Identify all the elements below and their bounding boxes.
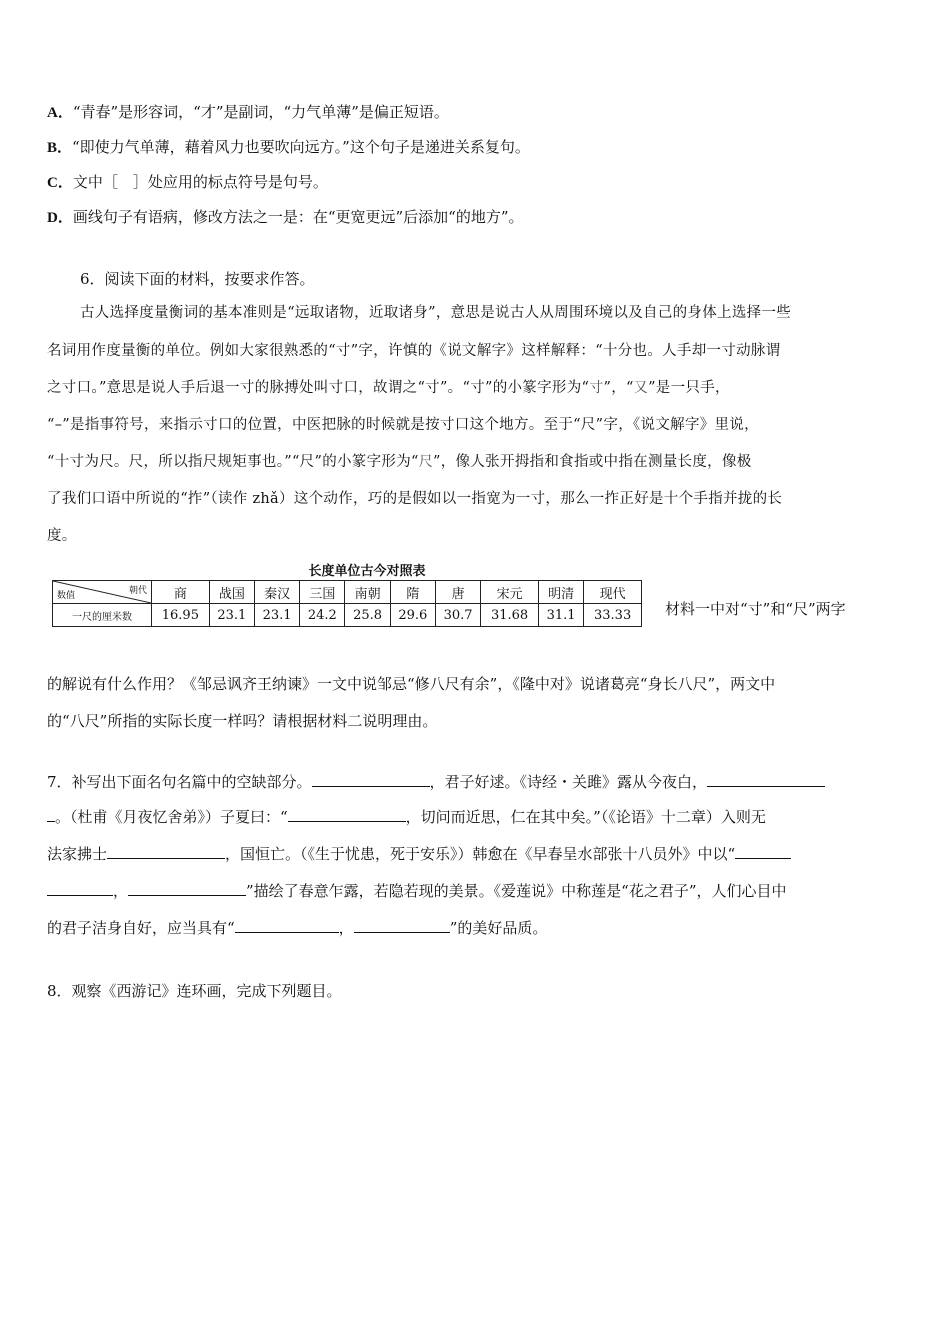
dynasty-cell: 南朝: [345, 581, 390, 604]
table-title: 长度单位古今对照表: [308, 564, 426, 579]
q6-text: ”，像人张开拇指和食指或中指在测量长度，像极: [433, 454, 752, 470]
answer-blank[interactable]: [312, 772, 430, 787]
dynasty-cell: 现代: [584, 581, 642, 604]
q7-line: [47, 843, 791, 865]
option-a: [47, 101, 449, 124]
answer-blank[interactable]: [707, 772, 825, 787]
q8-title: 8．观察《西游记》连环画，完成下列题目。: [47, 982, 342, 1000]
answer-blank[interactable]: [354, 918, 450, 933]
dynasty-cell: 战国: [209, 581, 254, 604]
q7-text: 。（杜甫《月夜忆舍弟》）子夏曰：“: [55, 808, 288, 826]
q6-after-line: 的“八尺”所指的实际长度一样吗？请根据材料二说明理由。: [47, 712, 438, 730]
value-cell: 25.8: [345, 604, 390, 627]
q6-line: 了我们口语中所说的“拃”（读作 zhǎ）这个动作，巧的是假如以一指宽为一寸，那么一拃正好是十个手指并拢的长: [47, 491, 783, 507]
q6-line: 古人选择度量衡词的基本准则是“远取诸物，近取诸身”，意思是说古人从周围环境以及自己的身体上选择一些: [80, 305, 792, 321]
corner-top-label: 朝代: [128, 586, 147, 596]
value-cell: 16.95: [152, 604, 210, 627]
q7-text: ”描绘了春意乍露，若隐若现的美景。《爱莲说》中称莲是“花之君子”，人们心目中: [246, 882, 787, 900]
value-cell: 29.6: [390, 604, 435, 627]
option-letter: D．: [47, 210, 73, 226]
seal-cun-glyph: 寸: [589, 380, 604, 396]
option-letter: C．: [47, 175, 73, 191]
table-header-row: [53, 581, 642, 604]
option-letter: B．: [47, 140, 73, 156]
answer-blank[interactable]: [47, 807, 55, 822]
option-text: “青春”是形容词，“才”是副词，“力气单薄”是偏正短语。: [72, 103, 449, 121]
q7-line: [47, 917, 547, 939]
q7-line: [47, 806, 766, 828]
q6-line: 名词用作度量衡的单位。例如大家很熟悉的“寸”字，许慎的《说文解字》这样解释：“十分也。人手却一寸动脉谓: [47, 343, 781, 359]
seal-you-glyph: 又: [633, 380, 649, 396]
q7-text: ，: [113, 882, 129, 900]
option-text: 文中［ ］处应用的标点符号是句号。: [72, 173, 328, 191]
q7-text: ，切问而近思，仁在其中矣。”（《论语》十二章）入则无: [405, 808, 766, 826]
dynasty-cell: 商: [152, 581, 210, 604]
answer-blank[interactable]: [735, 844, 791, 859]
table-corner-cell: [53, 581, 152, 604]
option-c: [47, 171, 328, 194]
option-letter: A．: [47, 105, 73, 121]
q7-text: ，国恒亡。（《生于忧患，死于安乐》）韩愈在《早春呈水部张十八员外》中以“: [225, 845, 736, 863]
dynasty-cell: 三国: [300, 581, 345, 604]
option-text: “即使力气单薄，藉着风力也要吹向远方。”这个句子是递进关系复句。: [72, 138, 530, 156]
q6-line: [47, 377, 730, 399]
q7-text: 7．补写出下面名句名篇中的空缺部分。: [47, 773, 312, 791]
value-cell: 23.1: [209, 604, 254, 627]
q6-title: 6．阅读下面的材料，按要求作答。: [80, 270, 315, 288]
q6-side-text: 材料一中对“寸”和“尺”两字: [665, 600, 846, 618]
seal-chi-glyph: 尺: [418, 454, 434, 470]
q7-line: [47, 771, 825, 793]
q7-text: ”的美好品质。: [449, 919, 548, 937]
q6-after-line: 的解说有什么作用？《邹忌讽齐王纳谏》一文中说邹忌“修八尺有余”，《隆中对》说诸葛亮“身长八尺”，两文中: [47, 675, 776, 693]
row-label: 一尺的厘米数: [53, 604, 152, 627]
dynasty-cell: 明清: [538, 581, 583, 604]
option-text: 画线句子有语病，修改方法之一是：在“更宽更远”后添加“的地方”。: [72, 208, 524, 226]
answer-blank[interactable]: [107, 844, 225, 859]
q6-line: “–”是指事符号，来指示寸口的位置，中医把脉的时候就是按寸口这个地方。至于“尺”字，《说文解字》里说，: [47, 417, 759, 433]
option-b: [47, 136, 530, 159]
value-cell: 23.1: [254, 604, 299, 627]
answer-blank[interactable]: [128, 881, 246, 896]
dynasty-cell: 秦汉: [254, 581, 299, 604]
q7-line: [47, 880, 787, 902]
q6-text: ”，“: [603, 380, 634, 396]
value-cell: 31.1: [538, 604, 583, 627]
table-row: [53, 604, 642, 627]
q6-text: ”是一只手，: [648, 380, 730, 396]
corner-bottom-label: 数值: [57, 591, 76, 601]
q6-text: 之寸口。”意思是说人手后退一寸的脉搏处叫寸口，故谓之“寸”。“寸”的小篆字形为“: [47, 380, 590, 396]
table: [52, 580, 642, 627]
answer-blank[interactable]: [288, 807, 406, 822]
dynasty-cell: 唐: [435, 581, 480, 604]
dynasty-cell: 宋元: [481, 581, 539, 604]
q7-text: 的君子洁身自好，应当具有“: [47, 919, 235, 937]
answer-blank[interactable]: [235, 918, 339, 933]
q6-line: 度。: [47, 528, 77, 544]
q7-text: ，君子好逑。《诗经・关雎》露从今夜白，: [429, 773, 708, 791]
value-cell: 33.33: [584, 604, 642, 627]
q6-line: [47, 451, 752, 473]
value-cell: 31.68: [481, 604, 539, 627]
q7-text: ，: [338, 919, 354, 937]
q6-text: “十寸为尺。尺，所以指尺规矩事也。”“尺”的小篆字形为“: [47, 454, 419, 470]
dynasty-cell: 隋: [390, 581, 435, 604]
value-cell: 30.7: [435, 604, 480, 627]
value-cell: 24.2: [300, 604, 345, 627]
length-unit-table: [52, 560, 642, 627]
answer-blank[interactable]: [47, 881, 113, 896]
q7-text: 法家拂士: [47, 845, 108, 863]
option-d: [47, 206, 524, 229]
